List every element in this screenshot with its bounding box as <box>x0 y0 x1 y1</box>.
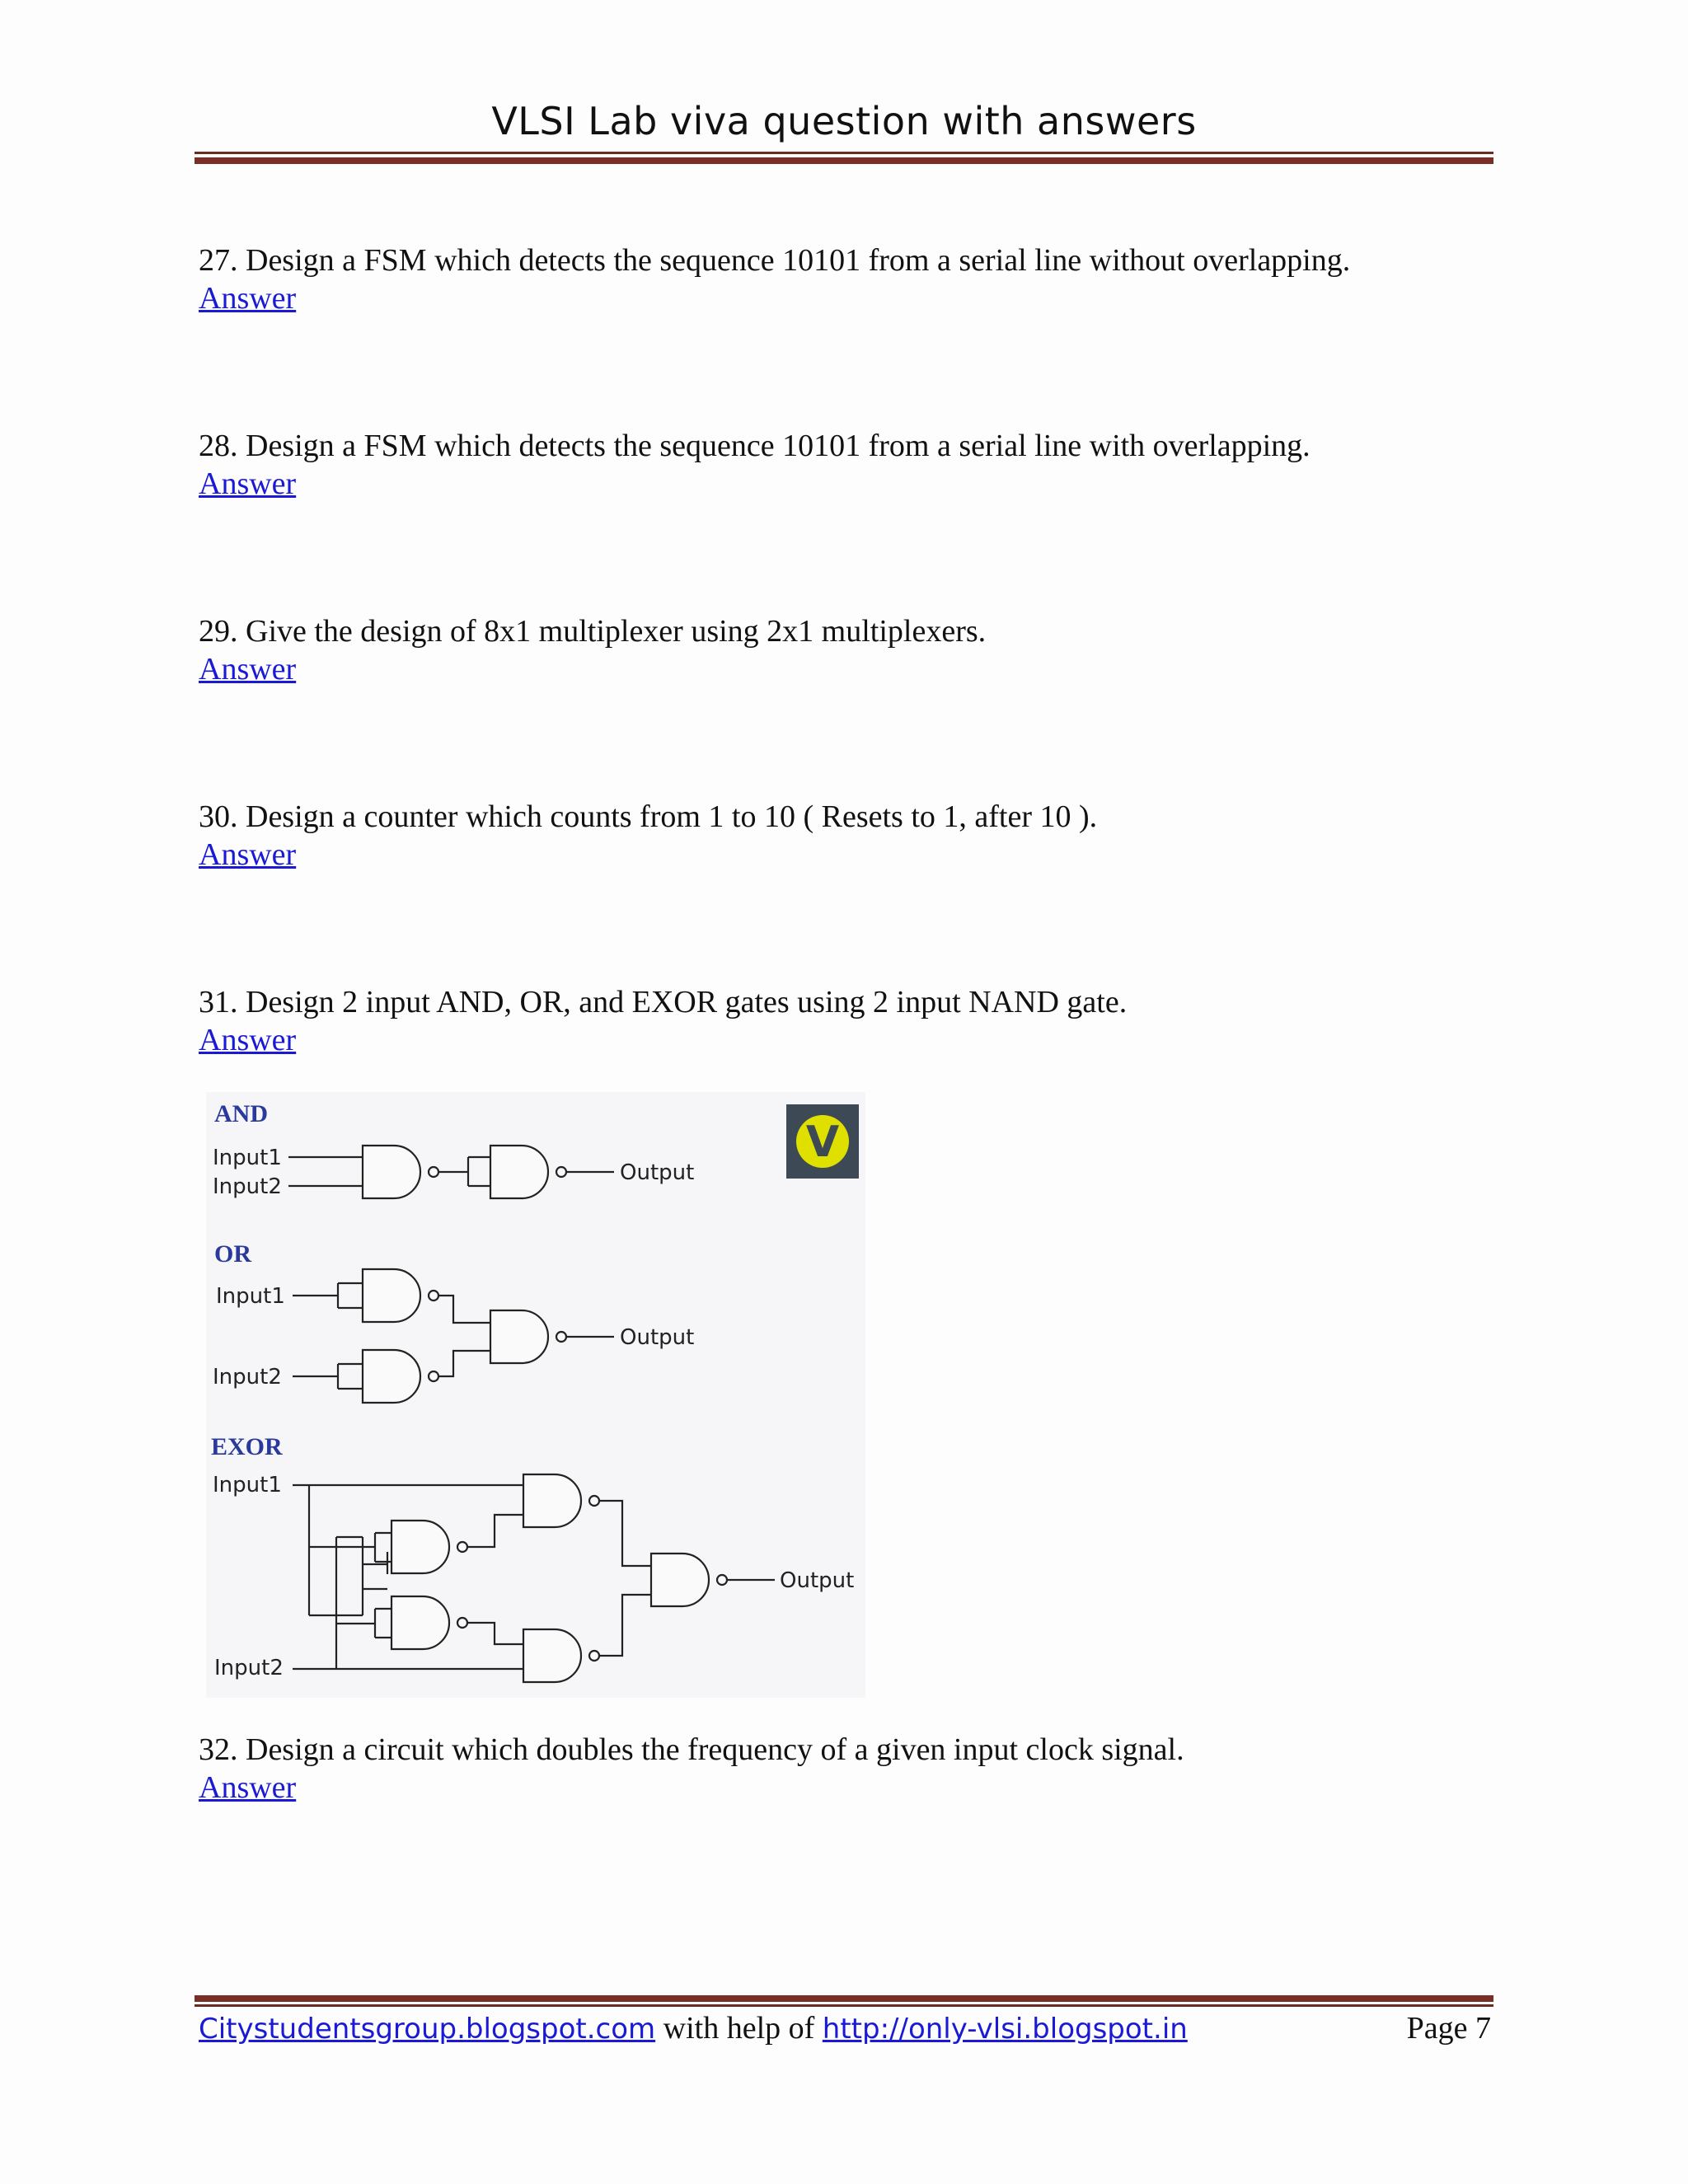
or-circuit <box>293 1269 614 1403</box>
footer-text: with help of <box>655 2011 823 2046</box>
answer-link-32[interactable]: Answer <box>199 1770 297 1805</box>
or-input2-label: Input2 <box>213 1365 282 1390</box>
answer-link-29[interactable]: Answer <box>199 652 297 687</box>
page-title: VLSI Lab viva question with answers <box>491 99 1197 143</box>
exor-title: EXOR <box>211 1433 283 1460</box>
answer-link-27[interactable]: Answer <box>199 281 297 316</box>
question-30: 30. Design a counter which counts from 1 to 10 ( Resets to 1, after 10 ). <box>199 799 1098 834</box>
question-27: 27. Design a FSM which detects the sequence 10101 from a serial line without overlapping. <box>199 243 1351 278</box>
exor-circuit <box>293 1474 775 1682</box>
or-output-label: Output <box>620 1325 695 1350</box>
question-32: 32. Design a circuit which doubles the frequency of a given input clock signal. <box>199 1732 1184 1767</box>
question-29: 29. Give the design of 8x1 multiplexer using 2x1 multiplexers. <box>199 614 987 649</box>
only-vlsi-logo-icon <box>786 1104 859 1179</box>
header-rule-thick <box>195 157 1493 164</box>
and-input1-label: Input1 <box>213 1146 282 1170</box>
header-rule-thin <box>195 152 1493 154</box>
answer-link-28[interactable]: Answer <box>199 466 297 501</box>
answer-link-31[interactable]: Answer <box>199 1023 297 1057</box>
and-circuit <box>288 1146 614 1198</box>
question-28: 28. Design a FSM which detects the sequence 10101 from a serial line with overlapping. <box>199 429 1311 463</box>
page-number: Page 7 <box>1406 2011 1491 2046</box>
footer-link-citystudents[interactable]: Citystudentsgroup.blogspot.com <box>199 2013 656 2046</box>
and-title: AND <box>214 1100 268 1127</box>
footer-link-only-vlsi[interactable]: http://only-vlsi.blogspot.in <box>822 2013 1188 2046</box>
and-input2-label: Input2 <box>213 1174 282 1199</box>
or-input1-label: Input1 <box>216 1284 285 1309</box>
exor-output-label: Output <box>780 1568 855 1593</box>
answer-link-30[interactable]: Answer <box>199 837 297 872</box>
or-title: OR <box>214 1240 251 1268</box>
footer-rule-thin <box>195 2004 1493 2007</box>
svg-text:V: V <box>805 1118 840 1167</box>
exor-input2-label: Input2 <box>214 1656 284 1680</box>
footer-rule-thick <box>195 1995 1493 2002</box>
nand-gate-diagram <box>206 1092 865 1698</box>
page-footer <box>199 2009 1491 2048</box>
question-31: 31. Design 2 input AND, OR, and EXOR gates using 2 input NAND gate. <box>199 985 1128 1019</box>
exor-input1-label: Input1 <box>213 1473 282 1497</box>
and-output-label: Output <box>620 1160 695 1185</box>
